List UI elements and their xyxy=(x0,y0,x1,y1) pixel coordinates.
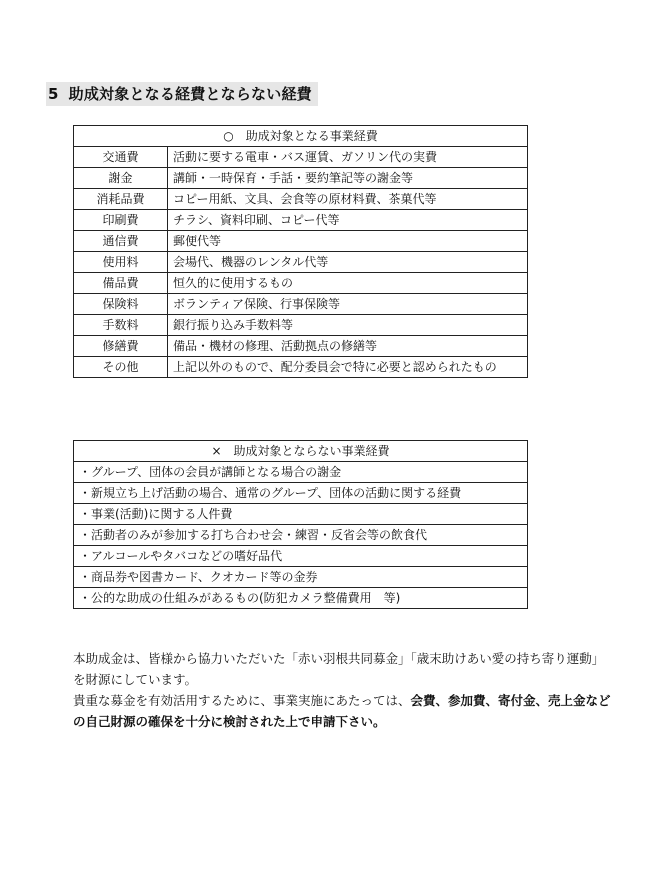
ineligible-item: ・商品券や図書カード、クオカード等の金券 xyxy=(74,567,528,588)
section-heading xyxy=(46,82,318,106)
table-row xyxy=(74,252,528,273)
ineligible-table-header: × 助成対象とならない事業経費 xyxy=(74,441,528,462)
expense-description: 備品・機材の修理、活動拠点の修繕等 xyxy=(168,336,528,357)
ineligible-expenses-table xyxy=(73,440,528,609)
table-row xyxy=(74,462,528,483)
ineligible-item: ・新規立ち上げ活動の場合、通常のグループ、団体の活動に関する経費 xyxy=(74,483,528,504)
table-row xyxy=(74,231,528,252)
ineligible-item: ・グループ、団体の会員が講師となる場合の謝金 xyxy=(74,462,528,483)
section-number: 5 xyxy=(48,85,59,103)
table-row xyxy=(74,315,528,336)
table-row xyxy=(74,357,528,378)
table-row xyxy=(74,168,528,189)
expense-description: 恒久的に使用するもの xyxy=(168,273,528,294)
notes-line: を財源にしています。 xyxy=(73,672,198,687)
table-row xyxy=(74,189,528,210)
expense-category: 修繕費 xyxy=(74,336,168,357)
expense-category: その他 xyxy=(74,357,168,378)
ineligible-item: ・事業(活動)に関する人件費 xyxy=(74,504,528,525)
table-row xyxy=(74,546,528,567)
table-header-row xyxy=(74,126,528,147)
funding-notes xyxy=(73,648,633,732)
expense-category: 通信費 xyxy=(74,231,168,252)
notes-emphasis-line: の自己財源の確保を十分に検討された上で申請下さい。 xyxy=(73,714,386,729)
expense-description: 会場代、機器のレンタル代等 xyxy=(168,252,528,273)
notes-line xyxy=(73,690,633,711)
eligible-table-header: ○ 助成対象となる事業経費 xyxy=(74,126,528,147)
notes-text: 貴重な募金を有効活用するために、事業実施にあたっては、 xyxy=(73,693,411,708)
expense-category: 備品費 xyxy=(74,273,168,294)
expense-category: 手数料 xyxy=(74,315,168,336)
section-title: 助成対象となる経費とならない経費 xyxy=(68,85,312,103)
expense-description: コピー用紙、文具、会食等の原材料費、茶菓代等 xyxy=(168,189,528,210)
expense-description: チラシ、資料印刷、コピー代等 xyxy=(168,210,528,231)
expense-description: ボランティア保険、行事保険等 xyxy=(168,294,528,315)
ineligible-item: ・活動者のみが参加する打ち合わせ会・練習・反省会等の飲食代 xyxy=(74,525,528,546)
notes-line: 本助成金は、皆様から協力いただいた「赤い羽根共同募金」「歳末助けあい愛の持ち寄り運動」 xyxy=(73,651,605,666)
table-row xyxy=(74,504,528,525)
expense-description: 講師・一時保育・手話・要約筆記等の謝金等 xyxy=(168,168,528,189)
table-header-row xyxy=(74,441,528,462)
table-row xyxy=(74,294,528,315)
expense-category: 使用料 xyxy=(74,252,168,273)
table-row xyxy=(74,588,528,609)
notes-emphasis: 会費、参加費、寄付金、売上金など xyxy=(410,693,611,708)
expense-description: 上記以外のもので、配分委員会で特に必要と認められたもの xyxy=(168,357,528,378)
expense-category: 消耗品費 xyxy=(74,189,168,210)
expense-description: 郵便代等 xyxy=(168,231,528,252)
ineligible-item: ・アルコールやタバコなどの嗜好品代 xyxy=(74,546,528,567)
table-row xyxy=(74,273,528,294)
expense-category: 謝金 xyxy=(74,168,168,189)
table-row xyxy=(74,147,528,168)
table-row xyxy=(74,336,528,357)
table-row xyxy=(74,567,528,588)
table-row xyxy=(74,483,528,504)
ineligible-item: ・公的な助成の仕組みがあるもの(防犯カメラ整備費用 等) xyxy=(74,588,528,609)
expense-category: 保険料 xyxy=(74,294,168,315)
eligible-expenses-table xyxy=(73,125,528,378)
expense-description: 活動に要する電車・バス運賃、ガソリン代の実費 xyxy=(168,147,528,168)
expense-description: 銀行振り込み手数料等 xyxy=(168,315,528,336)
expense-category: 交通費 xyxy=(74,147,168,168)
table-row xyxy=(74,525,528,546)
expense-category: 印刷費 xyxy=(74,210,168,231)
table-row xyxy=(74,210,528,231)
